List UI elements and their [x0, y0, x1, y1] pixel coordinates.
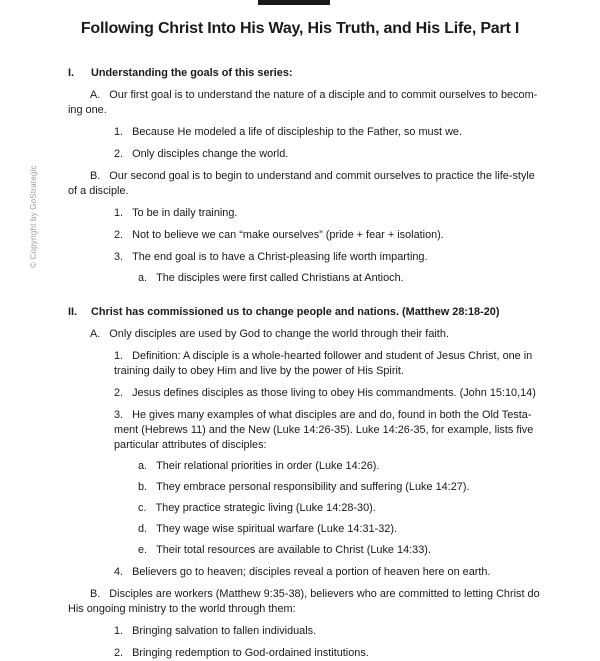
item-text-continuation: ing one. [68, 104, 107, 116]
section-number: I. [68, 67, 75, 79]
item-text: They embrace personal responsibility and suffering (Luke 14:27). [156, 481, 470, 493]
outline-item [68, 125, 556, 140]
item-marker: d. [138, 523, 148, 535]
outline-item [68, 624, 556, 639]
top-rule [258, 0, 330, 5]
outline-item [68, 543, 556, 558]
item-text: Because He modeled a life of discipleship to the Father, so must we. [132, 126, 463, 138]
item-text: Our first goal is to understand the nature of a disciple and to commit ourselves to becom- [109, 89, 538, 101]
outline-item [68, 459, 556, 474]
outline-item [68, 228, 556, 243]
section-title: Understanding the goals of this series: [91, 67, 293, 79]
item-text-continuation: His ongoing ministry to the world through them: [68, 603, 296, 615]
outline-item [68, 386, 556, 401]
item-marker: 1. [114, 625, 124, 637]
section-title: Christ has commissioned us to change people and nations. (Matthew 28:18-20) [91, 306, 500, 318]
outline-item [68, 501, 556, 516]
item-text: Their relational priorities in order (Luke 14:26). [156, 460, 380, 472]
item-text: He gives many examples of what disciples are and do, found in both the Old Testa- [132, 409, 532, 421]
page-title: Following Christ Into His Way, His Truth, and His Life, Part I [80, 20, 520, 37]
item-marker: B. [90, 588, 101, 600]
item-text-continuation: particular attributes of disciples: [114, 439, 267, 451]
outline-item [68, 206, 556, 221]
item-marker: 1. [114, 207, 124, 219]
outline-item [68, 480, 556, 495]
outline-item [68, 88, 556, 103]
item-marker: 4. [114, 566, 124, 578]
section-number: II. [68, 306, 78, 318]
item-marker: c. [138, 502, 147, 514]
outline-item [68, 271, 556, 286]
outline-item [68, 565, 556, 580]
item-text: Believers go to heaven; disciples reveal a portion of heaven here on earth. [132, 566, 491, 578]
item-text: Bringing salvation to fallen individuals. [132, 625, 317, 637]
item-text: Jesus defines disciples as those living to obey His commandments. (John 15:10,14) [132, 387, 536, 399]
item-marker: A. [90, 328, 101, 340]
item-text: Disciples are workers (Matthew 9:35-38), believers who are committed to letting Christ do [109, 588, 540, 600]
item-marker: B. [90, 170, 101, 182]
item-text: To be in daily training. [132, 207, 238, 219]
outline-item [68, 250, 556, 265]
outline-item [68, 349, 556, 364]
item-text: Their total resources are available to Christ (Luke 14:33). [156, 544, 431, 556]
item-text: The end goal is to have a Christ-pleasing life worth imparting. [132, 251, 428, 263]
item-text-continuation: training daily to obey Him and live by the power of His Spirit. [114, 365, 404, 377]
outline-item [68, 408, 556, 423]
item-marker: 2. [114, 387, 124, 399]
item-marker: 2. [114, 229, 124, 241]
outline-item [68, 147, 556, 162]
item-marker: 2. [114, 647, 124, 659]
outline-item [68, 522, 556, 537]
item-text-continuation: ment (Hebrews 11) and the New (Luke 14:26-35). Luke 14:26-35, for example, lists five [114, 424, 534, 436]
item-text: They practice strategic living (Luke 14:28-30). [155, 502, 376, 514]
item-text: Only disciples change the world. [132, 148, 289, 160]
item-marker: 3. [114, 409, 124, 421]
item-marker: b. [138, 481, 148, 493]
item-marker: a. [138, 460, 148, 472]
item-text: Definition: A disciple is a whole-hearted follower and student of Jesus Christ, one in [132, 350, 533, 362]
outline-item [68, 169, 556, 184]
outline-item [68, 327, 556, 342]
item-marker: a. [138, 272, 148, 284]
item-text-continuation: of a disciple. [68, 185, 129, 197]
section-heading [68, 66, 556, 81]
item-text: The disciples were first called Christians at Antioch. [156, 272, 404, 284]
item-marker: 2. [114, 148, 124, 160]
item-text: Only disciples are used by God to change the world through their faith. [109, 328, 449, 340]
item-marker: 1. [114, 350, 124, 362]
outline-content [68, 66, 556, 661]
section-heading [68, 305, 556, 320]
item-text: Bringing redemption to God-ordained institutions. [132, 647, 369, 659]
item-text: Our second goal is to begin to understand and commit ourselves to practice the life-style [109, 170, 535, 182]
item-marker: 3. [114, 251, 124, 263]
item-marker: e. [138, 544, 148, 556]
item-marker: A. [90, 89, 101, 101]
copyright-watermark: © Copyright by GoStrategic [29, 165, 38, 268]
item-text: They wage wise spiritual warfare (Luke 14:31-32). [156, 523, 398, 535]
outline-item [68, 646, 556, 661]
item-marker: 1. [114, 126, 124, 138]
item-text: Not to believe we can “make ourselves” (pride + fear + isolation). [132, 229, 444, 241]
